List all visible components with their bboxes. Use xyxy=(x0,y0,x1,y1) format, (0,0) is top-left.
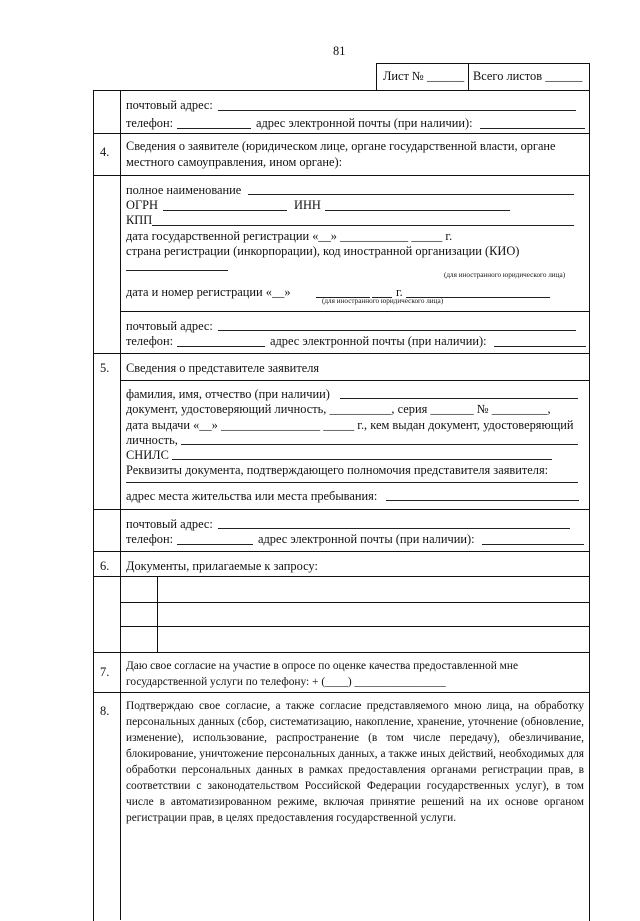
phone-field[interactable] xyxy=(177,128,251,129)
section-5-title: Сведения о представителе заявителя xyxy=(126,361,320,375)
postal-address-field[interactable] xyxy=(218,330,576,331)
registration-year-suffix: г. xyxy=(396,285,403,299)
ogrn-label: ОГРН xyxy=(126,198,158,212)
residence-field[interactable] xyxy=(386,500,579,501)
snils-field[interactable] xyxy=(172,459,552,460)
residence-label: адрес места жительства или места пребывания: xyxy=(126,489,378,503)
phone-label: телефон: xyxy=(126,532,174,546)
email-label: адрес электронной почты (при наличии): xyxy=(270,334,487,348)
page-number: 81 xyxy=(333,44,346,58)
ogrn-field[interactable] xyxy=(163,210,287,211)
kpp-field[interactable] xyxy=(152,225,574,226)
section-7-number: 7. xyxy=(100,665,110,679)
section-6-number: 6. xyxy=(100,559,110,573)
full-name-field[interactable] xyxy=(248,194,574,195)
phone-label: телефон: xyxy=(126,334,174,348)
state-registration-date: дата государственной регистрации «__» ___________ _____ г. xyxy=(126,229,453,243)
email-field[interactable] xyxy=(480,128,585,129)
kpp-label: КПП xyxy=(126,213,153,227)
email-field[interactable] xyxy=(482,544,584,545)
section-7-line1: Даю свое согласие на участие в опросе по оценке качества предоставленной мне xyxy=(126,660,519,672)
issued-by-field[interactable] xyxy=(181,444,578,445)
total-sheets-label: Всего листов ______ xyxy=(473,69,583,83)
phone-field[interactable] xyxy=(177,544,253,545)
foreign-entity-note-2: (для иностранного юридического лица) xyxy=(322,297,444,305)
postal-address-field[interactable] xyxy=(218,110,576,111)
fio-field[interactable] xyxy=(340,398,578,399)
number-column-divider xyxy=(120,90,121,920)
sheet-number-label: Лист № ______ xyxy=(383,69,465,83)
registration-country: страна регистрации (инкорпорации), код иностранной организации (КИО) xyxy=(126,244,520,258)
section-4-title-line1: Сведения о заявителе (юридическом лице, органе государственной власти, органе xyxy=(126,139,556,153)
postal-address-label: почтовый адрес: xyxy=(126,517,213,531)
inn-field[interactable] xyxy=(325,210,510,211)
identity-label: личность, xyxy=(126,433,178,447)
postal-address-field[interactable] xyxy=(218,528,570,529)
phone-label: телефон: xyxy=(126,116,174,130)
section-5-number: 5. xyxy=(100,361,110,375)
phone-field[interactable] xyxy=(177,346,265,347)
section-4-title-line2: местного самоуправления, ином органе): xyxy=(126,155,343,169)
identity-document: документ, удостоверяющий личность, __________, серия _______ № _________, xyxy=(126,402,551,416)
section-6-title: Документы, прилагаемые к запросу: xyxy=(126,559,318,573)
fio-label: фамилия, имя, отчество (при наличии) xyxy=(126,387,330,401)
section-8-number: 8. xyxy=(100,704,110,718)
snils-label: СНИЛС xyxy=(126,448,169,462)
email-field[interactable] xyxy=(494,346,586,347)
authority-document-label: Реквизиты документа, подтверждающего полномочия представителя заявителя: xyxy=(126,463,549,477)
registration-date-number: дата и номер регистрации «__» xyxy=(126,285,291,299)
section-7-line2: государственной услуги по телефону: + (____) ________________ xyxy=(126,676,446,688)
section-4-number: 4. xyxy=(100,145,110,159)
inn-label: ИНН xyxy=(294,198,321,212)
postal-address-label: почтовый адрес: xyxy=(126,98,213,112)
email-label: адрес электронной почты (при наличии): xyxy=(258,532,475,546)
issue-date: дата выдачи «__» ________________ _____ г., кем выдан документ, удостоверяющий xyxy=(126,418,574,432)
postal-address-label: почтовый адрес: xyxy=(126,319,213,333)
email-label: адрес электронной почты (при наличии): xyxy=(256,116,473,130)
authority-document-field[interactable] xyxy=(126,482,578,483)
full-name-label: полное наименование xyxy=(126,183,242,197)
kio-field[interactable] xyxy=(126,270,228,271)
foreign-entity-note: (для иностранного юридического лица) xyxy=(444,271,566,279)
section-8-consent-text: Подтверждаю свое согласие, а также согласие представляемого мною лица, на обработку персональных данных (сбор, систематизацию, накопление, хранение, уточнение (обновление, изменение), использование, распространение (в том числе передачу), обезличивание, блокирование, уничтожение персональных данных, а также иных действий, необходимых для обработки персональных данных в рамках предоставления органами регистрации прав, в соответствии с законодательством Российской Федерации государственных услуг), в том числе в автоматизированном режиме, включая принятие решений на их основе органом регистрации прав, в целях предоставления государственной услуги. xyxy=(126,700,584,824)
